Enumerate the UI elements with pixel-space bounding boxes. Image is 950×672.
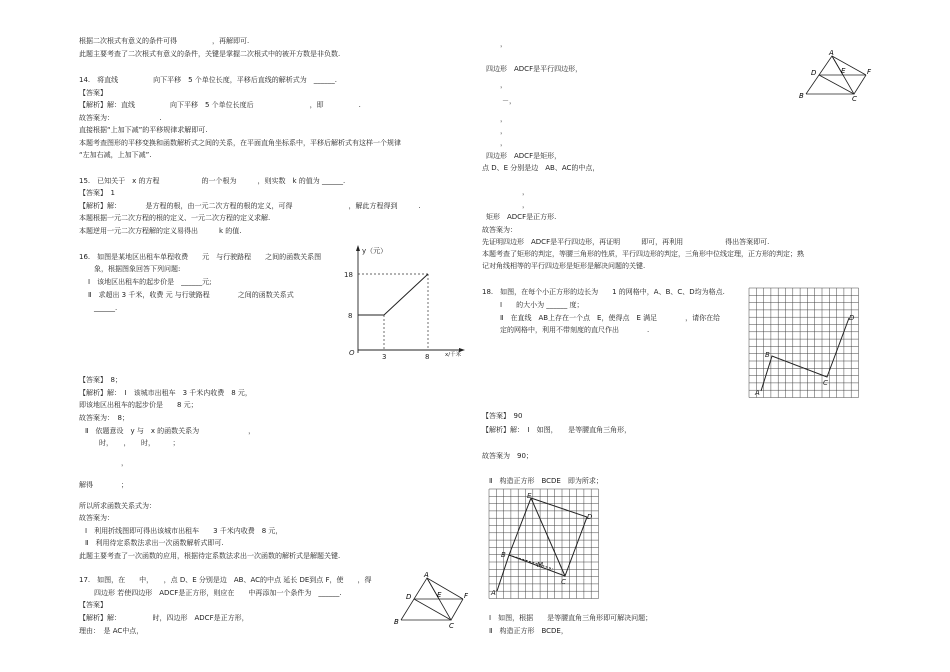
label-e: E	[841, 67, 846, 75]
text-line: ，	[121, 459, 128, 467]
question-15: 15. 已知关于 x 的方程 的一个根为 ，则实数 k 的值为 ______.	[79, 177, 346, 185]
text-line: ，	[500, 81, 507, 89]
label-d: D	[811, 69, 817, 77]
text-line: 直接根据“上加下减”的平移规律求解即可.	[79, 126, 208, 134]
text-line: ，	[522, 201, 529, 209]
label-a: A	[491, 589, 496, 597]
label-c: C	[823, 379, 828, 387]
label-b: B	[765, 351, 770, 359]
sub-question: Ⅱ 求超出 3 千米，收费 元 与行驶路程 之间的函数关系式	[88, 291, 294, 299]
label-c: C	[449, 622, 454, 628]
label-d: D	[849, 314, 855, 322]
text-line: 四边形 ADCF是平行四边形，	[486, 65, 583, 73]
text-line: 本题考查了矩形的判定，等腰三角形的性质，平行四边形的判定，三角形中位线定理，正方形的判定；熟	[482, 250, 804, 258]
text-line: ，	[500, 40, 507, 48]
label-b: B	[799, 92, 804, 100]
label-e: E	[437, 591, 442, 599]
text-line: 定的网格中，利用不带刻度的直尺作出 .	[500, 326, 650, 334]
origin-label: O	[349, 349, 355, 357]
question-17: 17. 如图，在 中， ，点 D、E 分别是边 AB、AC的中点 延长 DE到点 F，使 ，得	[79, 576, 372, 584]
sub-question: Ⅱ 在直线 AB上存在一个点 E，使得点 E 满足 ，请你在给	[500, 314, 721, 322]
text-line: Ⅱ 构造正方形 BCDE 即为所求；	[489, 477, 603, 485]
analysis-line: 【解析】解： Ⅰ 该城市出租车 3 千米内收费 8 元，	[79, 389, 252, 397]
label-d: D	[406, 593, 412, 601]
text-line: 理由： 是 AC中点，	[79, 627, 144, 635]
x-axis-label: x/千米	[445, 352, 462, 358]
label-c: C	[561, 578, 566, 586]
text-line: 故答案为 90；	[482, 452, 533, 460]
answer-label: 【答案】	[79, 89, 107, 97]
text-line: 时， ， 时， ；	[99, 439, 180, 447]
text-line: Ⅰ 如图，根据 是等腰直角三角形即可解决问题；	[489, 614, 653, 622]
text-line: ，	[500, 127, 507, 135]
x-tick-label: 8	[425, 353, 430, 361]
label-d: D	[587, 513, 593, 521]
label-e: E	[527, 492, 532, 500]
text-line: 即该地区出租车的起步价是 8 元；	[79, 401, 198, 409]
y-axis-label: y（元）	[362, 247, 388, 255]
triangle-figure-q17	[393, 572, 471, 628]
text-line: ，	[500, 115, 507, 123]
text-line: ，	[522, 188, 529, 196]
answer-label: 【答案】 1	[79, 189, 115, 197]
x-tick-label: 3	[382, 353, 387, 361]
analysis-line: 【解析】解： 是方程的根，由一元二次方程的根的定义，可得 ，解此方程得到 .	[79, 202, 421, 210]
text-line: 故答案为：	[482, 226, 517, 234]
text-line: 根据二次根式有意义的条件可得 ，再解即可.	[79, 37, 250, 45]
label-c: C	[852, 95, 857, 102]
label-a: A	[424, 572, 429, 579]
grid-lines	[489, 489, 599, 599]
text-line: 所以所求函数关系式为：	[79, 502, 156, 510]
label-f: F	[867, 68, 872, 76]
text-line: 此题主要考查了一次函数的应用，根据待定系数法求出一次函数的解析式是解题关键.	[79, 552, 341, 560]
text-line: 解得 ；	[79, 481, 128, 489]
text-line: 四边形 若使四边形 ADCF是正方形，则应在 中再添加一个条件为 ______.	[94, 589, 342, 597]
answer-label: 【答案】	[79, 601, 107, 609]
answer-label: 【答案】 8；	[79, 376, 122, 384]
triangle-figure-top	[796, 50, 874, 102]
sub-question: Ⅰ 该地区出租车的起步价是 ______元;	[88, 278, 212, 286]
text-line: ，	[500, 139, 507, 147]
answer-label: 【答案】 90	[482, 412, 523, 420]
y-tick-label: 18	[344, 271, 353, 279]
text-line: －，	[502, 97, 516, 105]
label-b: B	[394, 618, 399, 626]
text-line: 故答案为：	[79, 514, 114, 522]
text-line: 象，根据图象回答下列问题:	[94, 265, 181, 273]
sub-question: Ⅰ 的大小为 ______ 度；	[500, 301, 584, 309]
label-b: B	[501, 551, 506, 559]
label-f: F	[464, 592, 469, 600]
analysis-line: 【解析】解： Ⅰ 如图， 是等腰直角三角形，	[482, 426, 632, 434]
text-line: 四边形 ADCF是矩形，	[486, 152, 562, 160]
label-m: M	[537, 561, 544, 569]
question-16: 16. 如图是某地区出租车单程收费 元 与行驶路程 之间的函数关系图	[79, 253, 322, 261]
text-line: “左加右减，上加下减”.	[79, 151, 152, 159]
y-axis-arrow-icon	[356, 245, 360, 251]
text-line: 故答案为： 8；	[79, 414, 129, 422]
text-line: 本题考查图形的平移变换和函数解析式之间的关系，在平面直角坐标系中，平移后解析式有这样一个规律	[79, 139, 401, 147]
text-line: ______.	[94, 304, 118, 312]
label-a: A	[829, 50, 834, 57]
question-18: 18. 如图，在每个小正方形的边长为 1 的网格中，A、B、C、D均为格点.	[482, 288, 725, 296]
text-line: Ⅰ 利用折线图即可得出该城市出租车 3 千米内收费 8 元，	[85, 527, 283, 535]
analysis-line: 【解析】解：直线 向下平移 5 个单位长度后 ，即 .	[79, 101, 361, 109]
text-line: 本题根据一元二次方程的根的定义、一元二次方程的定义求解.	[79, 214, 271, 222]
question-14: 14. 将直线 向下平移 5 个单位长度，平移后直线的解析式为 ______.	[79, 76, 338, 84]
text-line: 先证明四边形 ADCF是平行四边形，再证明 即可，再利用 得出答案即可.	[482, 238, 770, 246]
text-line: Ⅱ 构造正方形 BCDE，	[489, 627, 568, 635]
fare-line	[358, 274, 428, 315]
text-line: 此题主要考查了二次根式有意义的条件，关键是掌握二次根式中的被开方数是非负数.	[79, 50, 341, 58]
analysis-line: 【解析】解： 时，四边形 ADCF是正方形，	[79, 614, 249, 622]
text-line: 本题逆用一元二次方程解的定义易得出 k 的值.	[79, 227, 242, 235]
text-line: Ⅱ 利用待定系数法求出一次函数解析式即可.	[85, 539, 224, 547]
fare-distance-graph	[338, 243, 468, 361]
grid-lines	[749, 288, 859, 398]
grid-figure-question	[745, 286, 865, 398]
text-line: 记对角线相等的平行四边形是矩形是解决问题的关键.	[482, 262, 646, 270]
text-line: 矩形 ADCF是正方形.	[486, 213, 557, 221]
text-line: 点 D、E 分别是边 AB、AC的中点，	[482, 164, 600, 172]
y-tick-label: 8	[348, 312, 353, 320]
text-line: 故答案为： .	[79, 114, 162, 122]
text-line: Ⅱ 依题意设 y 与 x 的函数关系为 ，	[85, 427, 256, 435]
grid-figure-solution	[487, 487, 607, 601]
label-a: A	[755, 389, 760, 397]
